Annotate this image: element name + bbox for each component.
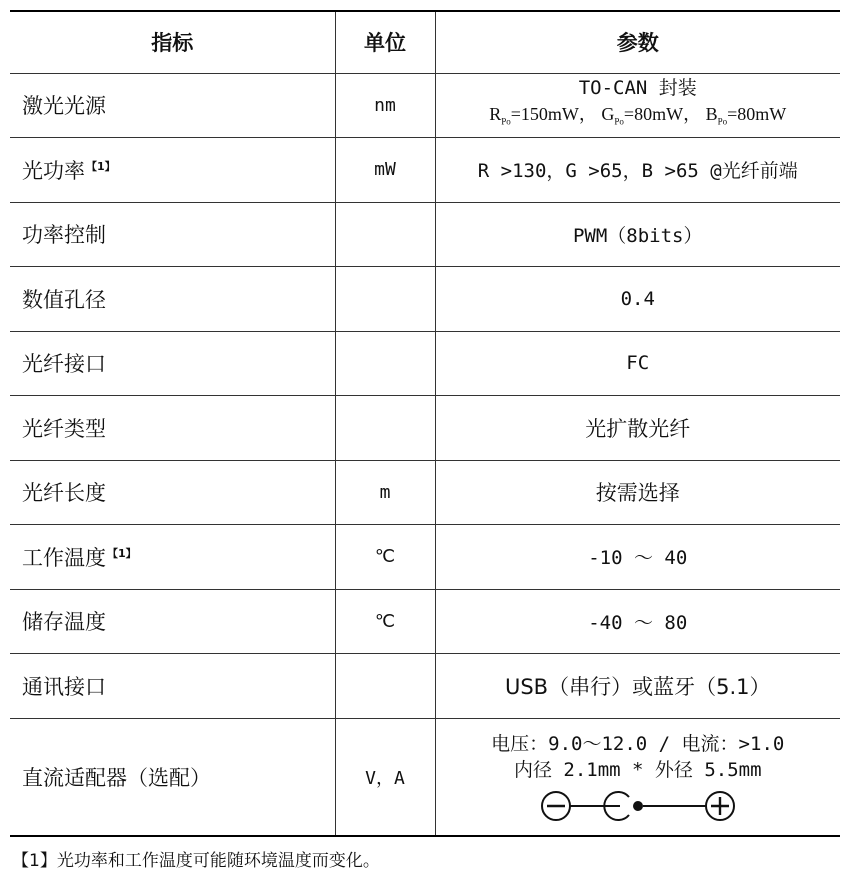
voltage-current: 电压：9.0～12.0 / 电流：>1.0 (491, 732, 785, 755)
row-unit: ℃ (335, 589, 435, 654)
row-name: 通讯接口 (10, 654, 335, 719)
row-param: -10 ～ 40 (435, 525, 840, 590)
power-rating: $R_{Po}=150mW$， $G_{Po}=80mW$， $B_{Po}=80mW$ (489, 104, 787, 128)
row-param (435, 73, 840, 138)
table-row (10, 73, 840, 138)
table-row (10, 331, 840, 396)
header-unit: 单位 (335, 11, 435, 73)
table-header (10, 11, 840, 73)
spec-table (10, 10, 840, 837)
table-row (10, 267, 840, 332)
row-name: 工作温度$^{【1】}$ (10, 525, 335, 590)
row-unit (335, 396, 435, 461)
table-row (10, 589, 840, 654)
package-type: TO-CAN 封装 (578, 77, 697, 100)
row-unit (335, 202, 435, 267)
row-param: 0.4 (435, 267, 840, 332)
table-row (10, 460, 840, 525)
row-unit: mW (335, 138, 435, 203)
row-name: 功率控制 (10, 202, 335, 267)
row-name: 储存温度 (10, 589, 335, 654)
row-param: 按需选择 (435, 460, 840, 525)
row-name: 光功率$^{【1】}$ (10, 138, 335, 203)
header-parameter: 参数 (435, 11, 840, 73)
row-unit (335, 331, 435, 396)
row-name: 光纤类型 (10, 396, 335, 461)
table-row (10, 202, 840, 267)
table-row (10, 654, 840, 719)
footnote: 【1】光功率和工作温度可能随环境温度而变化。 (12, 851, 380, 871)
table-row (10, 396, 840, 461)
row-param: 光扩散光纤 (435, 396, 840, 461)
row-unit: m (335, 460, 435, 525)
row-param (435, 718, 840, 836)
row-name: 直流适配器（选配） (10, 718, 335, 836)
row-name: 数值孔径 (10, 267, 335, 332)
row-param: FC (435, 331, 840, 396)
footnote-marker: 【1】 (107, 546, 137, 560)
header-indicator: 指标 (10, 11, 335, 73)
row-name: 光纤接口 (10, 331, 335, 396)
footnote-marker: 【1】 (86, 159, 116, 173)
row-param: PWM（8bits） (435, 202, 840, 267)
row-unit: ℃ (335, 525, 435, 590)
row-unit: V，A (335, 718, 435, 836)
table-row (10, 718, 840, 836)
dc-polarity-icon (538, 789, 738, 823)
row-unit (335, 654, 435, 719)
row-unit: nm (335, 73, 435, 138)
table-row (10, 138, 840, 203)
row-unit (335, 267, 435, 332)
plug-dimensions: 内径 2.1mm * 外径 5.5mm (513, 758, 762, 781)
row-param: USB（串行）或蓝牙（5.1） (435, 654, 840, 719)
row-name: 光纤长度 (10, 460, 335, 525)
row-param: -40 ～ 80 (435, 589, 840, 654)
row-name: 激光光源 (10, 73, 335, 138)
header-row (10, 11, 840, 73)
row-param: R >130，G >65，B >65 @光纤前端 (435, 138, 840, 203)
table-row (10, 525, 840, 590)
